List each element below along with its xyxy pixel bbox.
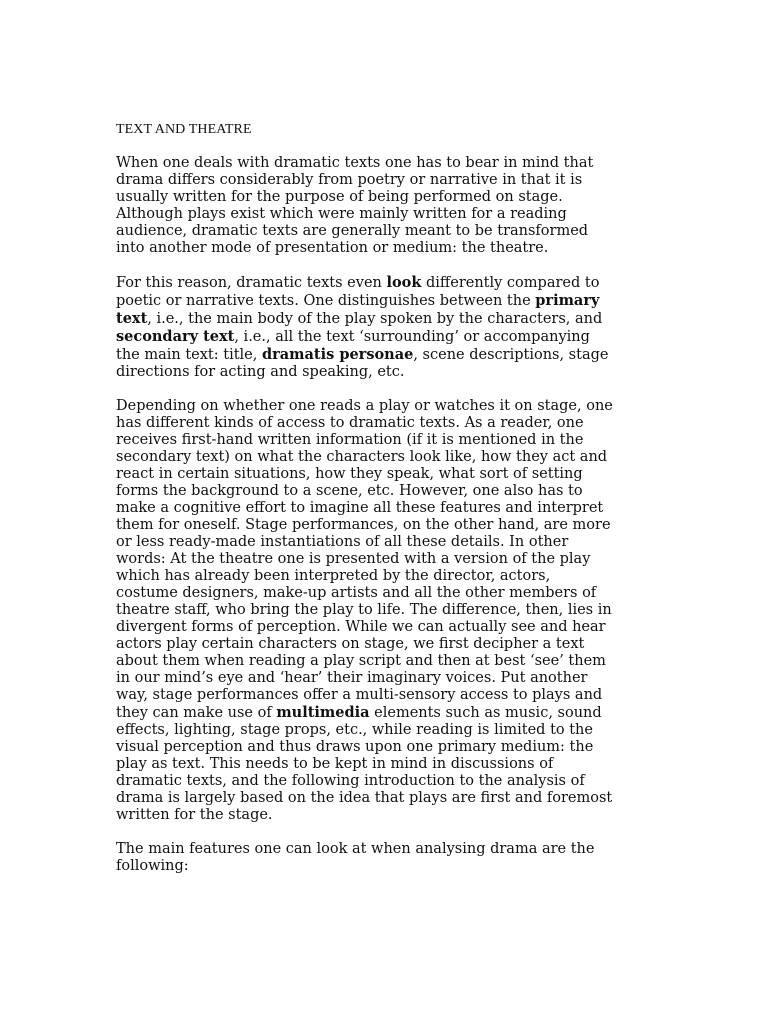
text-run: elements such as music, sound bbox=[369, 705, 602, 721]
paragraph-line bbox=[116, 223, 656, 240]
text-run: effects, lighting, stage props, etc., while reading is limited to the bbox=[116, 722, 593, 738]
bold-term: dramatis personae bbox=[261, 346, 414, 363]
text-run: about them when reading a play script and then at best ‘see’ them bbox=[116, 653, 606, 669]
text-run: actors play certain characters on stage, we first decipher a text bbox=[116, 636, 585, 652]
document-body bbox=[116, 121, 656, 892]
text-run: react in certain situations, how they speak, what sort of setting bbox=[116, 466, 583, 482]
text-run: they can make use of bbox=[116, 705, 277, 721]
paragraph-line bbox=[116, 704, 656, 722]
text-run: drama is largely based on the idea that plays are first and foremost bbox=[116, 790, 613, 806]
text-run: following: bbox=[116, 858, 189, 874]
text-run: divergent forms of perception. While we can actually see and hear bbox=[116, 619, 606, 635]
paragraph bbox=[116, 274, 656, 381]
paragraph-line bbox=[116, 722, 656, 739]
paragraph-line bbox=[116, 517, 656, 534]
text-run: Although plays exist which were mainly written for a reading bbox=[116, 206, 567, 222]
paragraph-line bbox=[116, 189, 656, 206]
paragraph-list bbox=[116, 155, 656, 875]
text-run: way, stage performances offer a multi-sensory access to plays and bbox=[116, 687, 603, 703]
paragraph-line bbox=[116, 534, 656, 551]
bold-term: secondary text bbox=[116, 328, 235, 345]
text-run: the main text: title, bbox=[116, 347, 262, 363]
document-title: TEXT AND THEATRE bbox=[116, 122, 252, 137]
text-run: make a cognitive effort to imagine all these features and interpret bbox=[116, 500, 604, 516]
paragraph-line bbox=[116, 500, 656, 517]
paragraph bbox=[116, 155, 656, 257]
paragraph bbox=[116, 841, 656, 875]
paragraph-line bbox=[116, 670, 656, 687]
text-run: directions for acting and speaking, etc. bbox=[116, 364, 405, 380]
paragraph-line bbox=[116, 206, 656, 223]
paragraph-line bbox=[116, 328, 656, 346]
paragraph-line bbox=[116, 790, 656, 807]
paragraph-line bbox=[116, 292, 656, 310]
text-run: or less ready-made instantiations of all these details. In other bbox=[116, 534, 569, 550]
bold-term: look bbox=[386, 274, 422, 291]
paragraph-line bbox=[116, 364, 656, 381]
paragraph-line bbox=[116, 432, 656, 449]
paragraph-line bbox=[116, 466, 656, 483]
paragraph-line bbox=[116, 155, 656, 172]
paragraph-line bbox=[116, 310, 656, 328]
bold-term: primary bbox=[535, 292, 600, 309]
paragraph-line bbox=[116, 858, 656, 875]
text-run: , i.e., all the text ‘surrounding’ or accompanying bbox=[234, 329, 590, 345]
paragraph-line bbox=[116, 398, 656, 415]
bold-term: text bbox=[116, 310, 148, 327]
paragraph-line bbox=[116, 449, 656, 466]
paragraph-line bbox=[116, 585, 656, 602]
text-run: audience, dramatic texts are generally meant to be transformed bbox=[116, 223, 589, 239]
paragraph-line bbox=[116, 602, 656, 619]
text-run: The main features one can look at when analysing drama are the bbox=[116, 841, 595, 857]
text-run: usually written for the purpose of being performed on stage. bbox=[116, 189, 563, 205]
paragraph-line bbox=[116, 636, 656, 653]
text-run: words: At the theatre one is presented with a version of the play bbox=[116, 551, 591, 567]
text-run: into another mode of presentation or medium: the theatre. bbox=[116, 240, 549, 256]
text-run: forms the background to a scene, etc. However, one also has to bbox=[116, 483, 583, 499]
text-run: theatre staff, who bring the play to life. The difference, then, lies in bbox=[116, 602, 612, 618]
paragraph-line bbox=[116, 841, 656, 858]
paragraph-line bbox=[116, 551, 656, 568]
paragraph-line bbox=[116, 653, 656, 670]
text-run: Depending on whether one reads a play or watches it on stage, one bbox=[116, 398, 613, 414]
text-run: costume designers, make-up artists and all the other members of bbox=[116, 585, 597, 601]
text-run: visual perception and thus draws upon one primary medium: the bbox=[116, 739, 594, 755]
paragraph-line bbox=[116, 346, 656, 364]
paragraph-line bbox=[116, 240, 656, 257]
paragraph-line bbox=[116, 807, 656, 824]
text-run: When one deals with dramatic texts one has to bear in mind that bbox=[116, 155, 594, 171]
text-run: For this reason, dramatic texts even bbox=[116, 275, 387, 291]
text-run: them for oneself. Stage performances, on the other hand, are more bbox=[116, 517, 611, 533]
paragraph-line bbox=[116, 739, 656, 756]
text-run: drama differs considerably from poetry or narrative in that it is bbox=[116, 172, 583, 188]
text-run: , i.e., the main body of the play spoken by the characters, and bbox=[147, 311, 603, 327]
paragraph-line bbox=[116, 483, 656, 500]
text-run: in our mind’s eye and ‘hear’ their imaginary voices. Put another bbox=[116, 670, 588, 686]
text-run: , scene descriptions, stage bbox=[413, 347, 609, 363]
text-run: poetic or narrative texts. One distinguishes between the bbox=[116, 293, 536, 309]
paragraph bbox=[116, 398, 656, 824]
text-run: secondary text) on what the characters look like, how they act and bbox=[116, 449, 608, 465]
text-run: written for the stage. bbox=[116, 807, 273, 823]
bold-term: multimedia bbox=[276, 704, 370, 721]
paragraph-line bbox=[116, 619, 656, 636]
paragraph-line bbox=[116, 756, 656, 773]
paragraph-line bbox=[116, 415, 656, 432]
text-run: which has already been interpreted by the director, actors, bbox=[116, 568, 551, 584]
paragraph-line bbox=[116, 274, 656, 292]
text-run: receives first-hand written information (if it is mentioned in the bbox=[116, 432, 584, 448]
text-run: dramatic texts, and the following introduction to the analysis of bbox=[116, 773, 585, 789]
paragraph-line bbox=[116, 773, 656, 790]
paragraph-line bbox=[116, 172, 656, 189]
text-run: differently compared to bbox=[421, 275, 600, 291]
text-run: play as text. This needs to be kept in mind in discussions of bbox=[116, 756, 554, 772]
text-run: has different kinds of access to dramatic texts. As a reader, one bbox=[116, 415, 584, 431]
paragraph-line bbox=[116, 568, 656, 585]
paragraph-line bbox=[116, 687, 656, 704]
